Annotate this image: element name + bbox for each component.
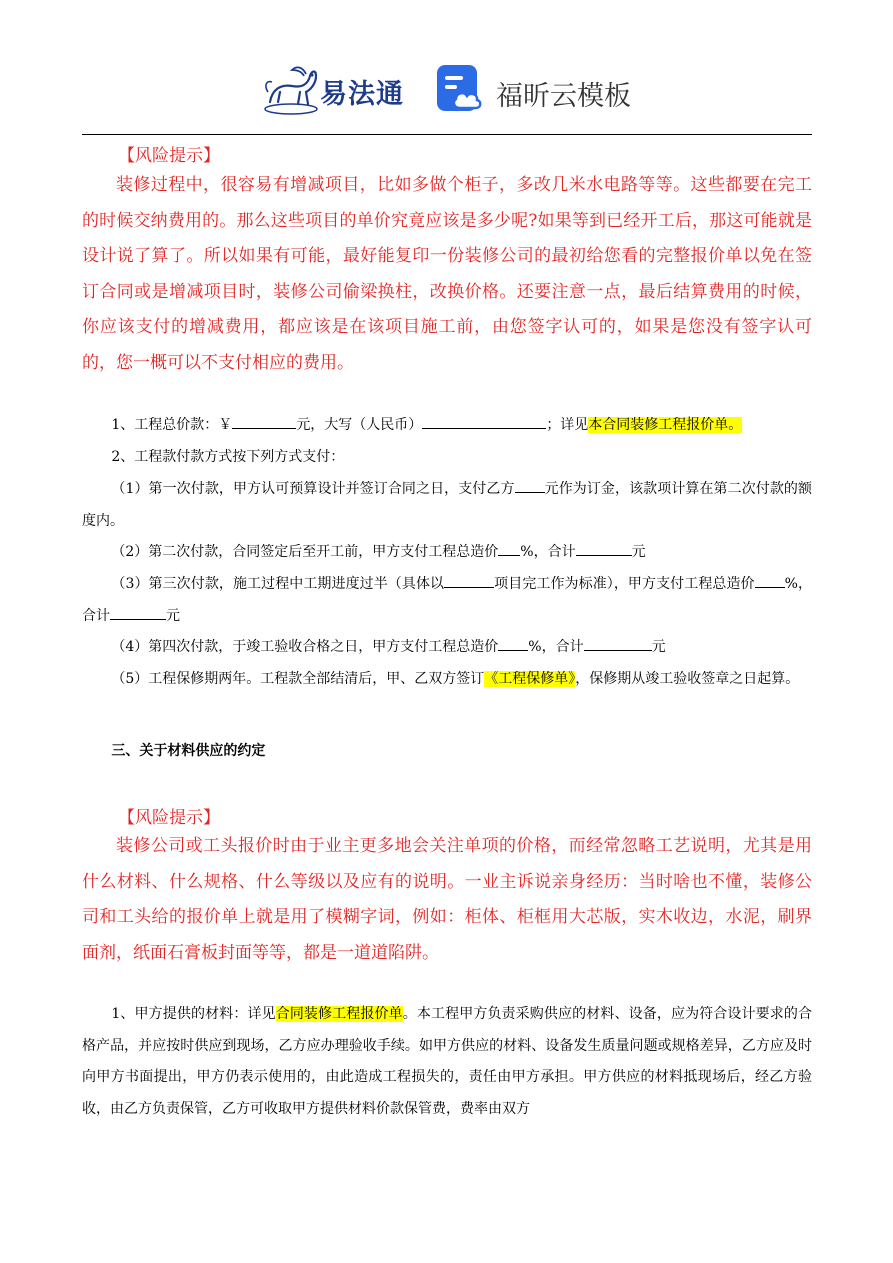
page-header [0,0,893,135]
foxit-cloud-template-logo [436,62,646,118]
qilin-emblem-icon [262,62,320,118]
clause-total-price: 1、工程总价款：￥ 元，大写（人民币） ；详见本合同装修工程报价单。 [82,410,812,442]
risk-tip-title: 【风险提示】 [118,146,220,166]
highlight-warranty-form: 《工程保修单》 [484,671,576,687]
foxit-logo-text: 福昕云模板 [496,81,631,112]
risk-tip-body-2: 装修公司或工头报价时由于业主更多地会关注单项的价格，而经常忽略工艺说明，尤其是用什么材料、什么规格、什么等级以及应有的说明。一业主诉说亲身经历：当时啥也不懂，装修公司和工头给的报价单上就是用了模糊字词，例如：柜体、柜框用大芯版，实木收边，水泥，刷界面剂，纸面石膏板封面等等，都是一道道陷阱。 [82,836,812,963]
document-cloud-icon [436,64,486,114]
header-divider [82,134,812,135]
clause-payment-3: （3）第三次付款，施工过程中工期进度过半（具体以 项目完工作为标准），甲方支付工程总造价 %，合计 元 [82,569,812,632]
highlight-contract-price-list: 合同装修工程报价单 [275,1006,403,1022]
section-heading-materials: 三、关于材料供应的约定 [111,743,266,759]
clause-warranty: （5）工程保修期两年。工程款全部结清后，甲、乙双方签订《工程保修单》，保修期从竣工验收签章之日起算。 [111,671,800,687]
risk-tip-title-2: 【风险提示】 [118,808,220,828]
clause-payment-method: 2、工程款付款方式按下列方式支付： [111,449,345,465]
clause-payment-4: （4）第四次付款，于竣工验收合格之日，甲方支付工程总造价 %，合计 元 [82,632,812,664]
clause-payment-1: （1）第一次付款，甲方认可预算设计并签订合同之日，支付乙方 元作为订金，该款项计算在第二次付款的额度内。 [82,474,812,537]
highlight-price-list: 本合同装修工程报价单。 [588,417,743,433]
clause-party-a-materials: 1、甲方提供的材料：详见合同装修工程报价单。本工程甲方负责采购供应的材料、设备，应为符合设计要求的合格产品，并应按时供应到现场，乙方应办理验收手续。如甲方供应的材料、设备发生质量问题或规格差异，乙方应及时向甲方书面提出，甲方仍表示使用的，由此造成工程损失的，责任由甲方承担。甲方供应的材料抵现场后，经乙方验收，由乙方负责保管，乙方可收取甲方提供材料价款保管费，费率由双方 [82,1006,812,1117]
risk-tip-body: 装修过程中，很容易有增减项目，比如多做个柜子，多改几米水电路等等。这些都要在完工的时候交纳费用的。那么这些项目的单价究竟应该是多少呢?如果等到已经开工后，那这可能就是设计说了算了。所以如果有可能，最好能复印一份装修公司的最初给您看的完整报价单以免在签订合同或是增减项目时，装修公司偷梁换柱，改换价格。还要注意一点，最后结算费用的时候，你应该支付的增减费用，都应该是在该项目施工前，由您签字认可的，如果是您没有签字认可的，您一概可以不支付相应的费用。 [82,175,812,373]
clause-payment-2: （2）第二次付款，合同签定后至开工前，甲方支付工程总造价 %，合计 元 [82,537,812,569]
yifatong-logo-text: 易法通 [320,79,404,110]
yifatong-logo [262,62,422,118]
